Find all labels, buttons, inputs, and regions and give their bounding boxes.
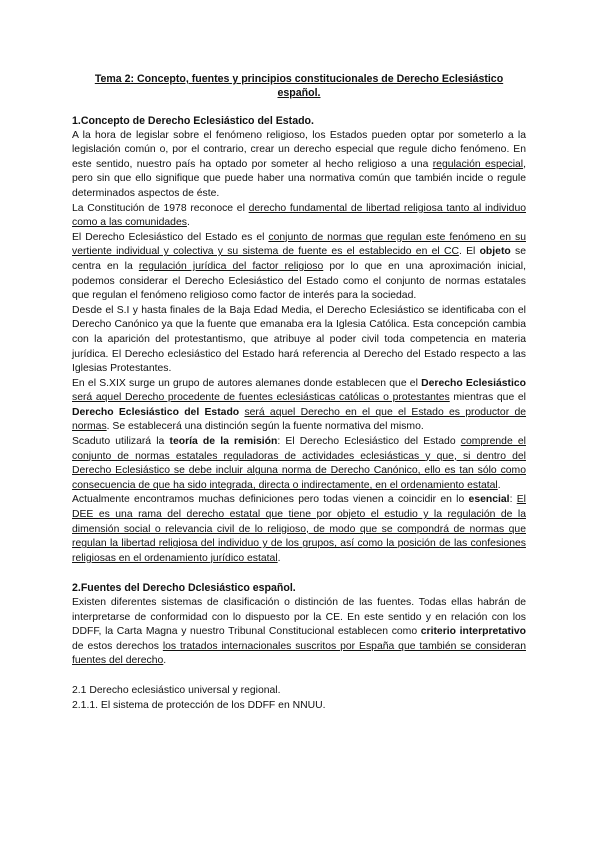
spacer (72, 669, 526, 684)
document-body (72, 72, 526, 713)
paragraph-essential-definition: Actualmente encontramos muchas definiciones pero todas vienen a coincidir en lo esencial: El DEE es una rama del derecho estatal que tiene por objeto el estudio y la regulación de la dimensión social o relevancia civil de lo religioso, de modo que se compondrá de normas que regulan la libertad religiosa del individuo y de los grupos, así como la posición de las confesiones religiosas en el ordenamiento jurídico estatal. (72, 494, 526, 564)
paragraph-sources: Existen diferentes sistemas de clasificación o distinción de las fuentes. Todas ellas habrán de interpretarse de conformidad con lo dispuesto por la CE. En este sentido y en relación con los DDFF, la Carta Magna y nuestro Tribunal Constitucional establecen como criterio interpretativo de estos derechos los tratados internacionales suscritos por España que también se consideran fuentes del derecho. (72, 597, 527, 667)
paragraph-history: Desde el S.I y hasta finales de la Baja Edad Media, el Derecho Eclesiástico se identificaba con el Derecho Canónico ya que la fuente que emanaba era la Iglesia Católica. Esta concepción cambia con la aparición del protestantismo, que atribuye al poder civil toda competencia en materia jurídica. El Derecho eclesiástico del Estado hará referencia al Derecho del Estado respecto a las Iglesias Protestantes. (72, 304, 526, 375)
paragraph-german-authors: En el S.XIX surge un grupo de autores alemanes donde establecen que el Derecho Eclesiástico será aquel Derecho procedente de fuentes eclesiásticas católicas o protestantes mientras que el Derecho Eclesiástico del Estado será aquel Derecho en el que el Estado es productor de normas. Se establecerá una distinción según la fuente normativa del mismo. (72, 377, 527, 433)
section-2-heading: 2.Fuentes del Derecho Dclesiástico español. (72, 582, 296, 595)
subsection-2-1-1: 2.1.1. El sistema de protección de los DDFF en NNUU. (72, 699, 326, 711)
subsection-2-1: 2.1 Derecho eclesiástico universal y regional. (72, 684, 281, 696)
paragraph-legislation: A la hora de legislar sobre el fenómeno religioso, los Estados pueden optar por someterlo a la legislación común o, por el contrario, crear un derecho especial que regule dicho fenómeno. En este sentido, nuestro país ha optado por someter al hecho religioso a una regulación especial, pero sin que ello signifique que puede haber una normativa común que también incide o regule determinados aspectos de éste. (72, 129, 526, 199)
document-title: Tema 2: Concepto, fuentes y principios constitucionales de Derecho Eclesiástico español. (94, 73, 504, 99)
section-1-heading: 1.Concepto de Derecho Eclesiástico del Estado. (72, 115, 314, 127)
paragraph-definition: El Derecho Eclesiástico del Estado es el conjunto de normas que regulan este fenómeno en su vertiente individual y colectiva y su sistema de fuente es el establecido en el CC. El objeto se centra en la regulación jurídica del factor religioso por lo que en una aproximación inicial, podemos considerar el Derecho Eclesiástico del Estado como el conjunto de normas estatales que regulan el fenómeno religioso como factor de interés para la sociedad. (72, 231, 527, 302)
spacer (72, 566, 526, 581)
paragraph-constitution: La Constitución de 1978 reconoce el derecho fundamental de libertad religiosa tanto al individuo como a las comunidades. (72, 202, 527, 229)
paragraph-scaduto: Scaduto utilizará la teoría de la remisión: El Derecho Eclesiástico del Estado comprende el conjunto de normas estatales reguladoras de actividades eclesiásticas y que, si dentro del Derecho Eclesiástico se debe incluir alguna norma de Derecho Canónico, ello es tan sólo como consecuencia de que ha sido integrada, directa o indirectamente, en el ordenamiento estatal. (72, 436, 526, 491)
